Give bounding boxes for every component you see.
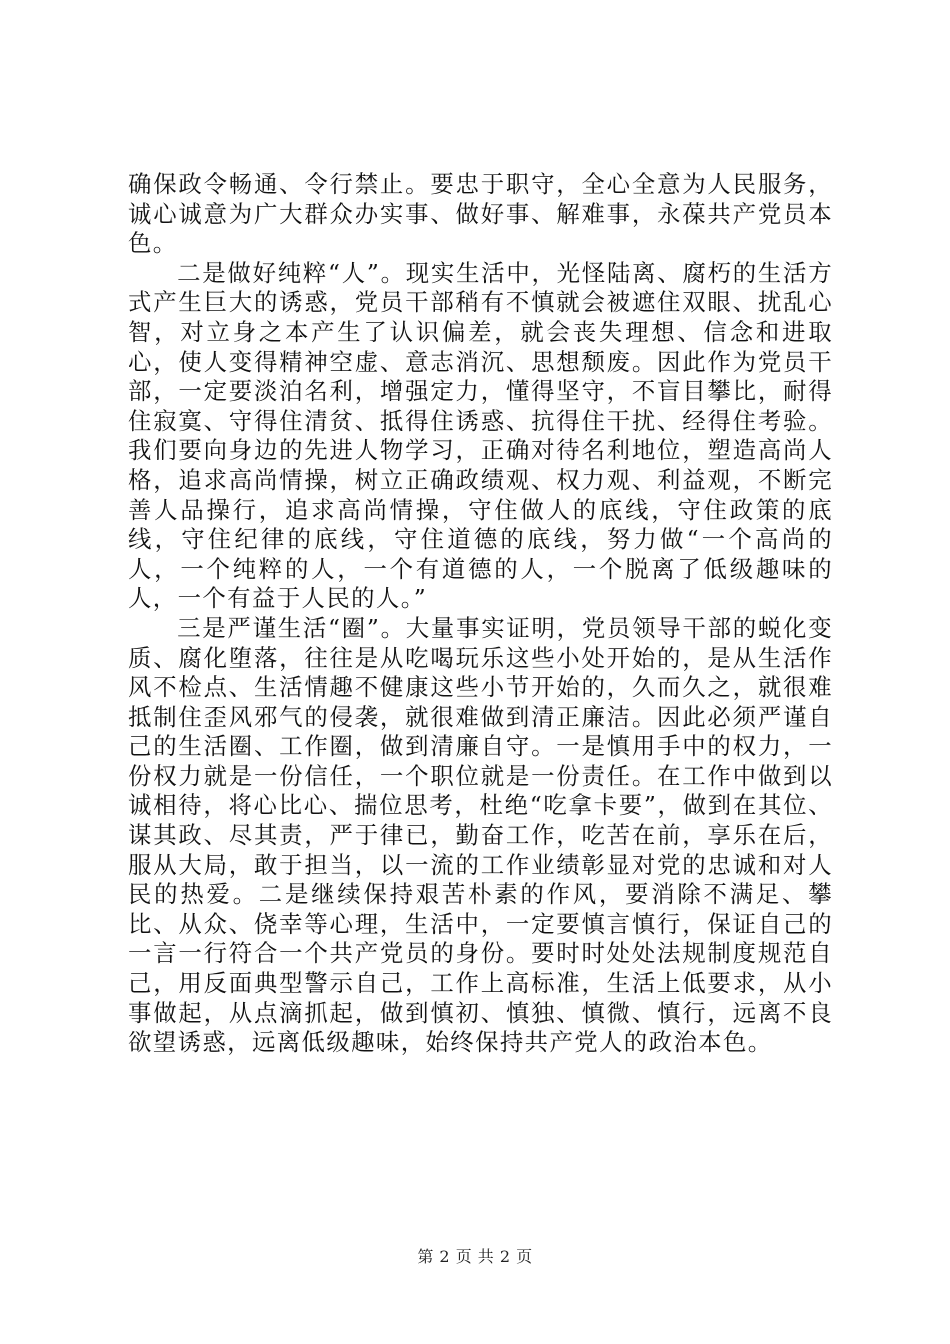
document-body	[128, 170, 833, 1058]
paragraph-pure-person: 二是做好纯粹“人”。现实生活中，光怪陆离、腐朽的生活方式产生巨大的诱惑，党员干部稍有不慎就会被遮住双眼、扰乱心智，对立身之本产生了认识偏差，就会丧失理想、信念和进取心，使人变得精神空虚、意志消沉、思想颓废。因此作为党员干部，一定要淡泊名利，增强定力，懂得坚守，不盲目攀比，耐得住寂寞、守得住清贫、抵得住诱惑、抗得住干扰、经得住考验。我们要向身边的先进人物学习，正确对待名利地位，塑造高尚人格，追求高尚情操，树立正确政绩观、权力观、利益观，不断完善人品操行，追求高尚情操，守住做人的底线，守住政策的底线，守住纪律的底线，守住道德的底线，努力做“一个高尚的人，一个纯粹的人，一个有道德的人，一个脱离了低级趣味的人，一个有益于人民的人。”	[128, 258, 833, 613]
page-number-footer: 第 2 页 共 2 页	[417, 1247, 533, 1266]
paragraph-life-circle: 三是严谨生活“圈”。大量事实证明，党员领导干部的蜕化变质、腐化堕落，往往是从吃喝玩乐这些小处开始的，是从生活作风不检点、生活情趣不健康这些小节开始的，久而久之，就很难抵制住歪风邪气的侵袭，就很难做到清正廉洁。因此必须严谨自己的生活圈、工作圈，做到清廉自守。一是慎用手中的权力，一份权力就是一份信任，一个职位就是一份责任。在工作中做到以诚相待，将心比心、揣位思考，杜绝“吃拿卡要”，做到在其位、谋其政、尽其责，严于律已，勤奋工作，吃苦在前，享乐在后，服从大局，敢于担当，以一流的工作业绩彰显对党的忠诚和对人民的热爱。二是继续保持艰苦朴素的作风，要消除不满足、攀比、从众、侥幸等心理，生活中，一定要慎言慎行，保证自己的一言一行符合一个共产党员的身份。要时时处处法规制度规范自己，用反面典型警示自己，工作上高标准，生活上低要求，从小事做起，从点滴抓起，做到慎初、慎独、慎微、慎行，远离不良欲望诱惑，远离低级趣味，始终保持共产党人的政治本色。	[128, 613, 833, 1057]
paragraph-continuation: 确保政令畅通、令行禁止。要忠于职守，全心全意为人民服务，诚心诚意为广大群众办实事、做好事、解难事，永葆共产党员本色。	[128, 170, 833, 258]
